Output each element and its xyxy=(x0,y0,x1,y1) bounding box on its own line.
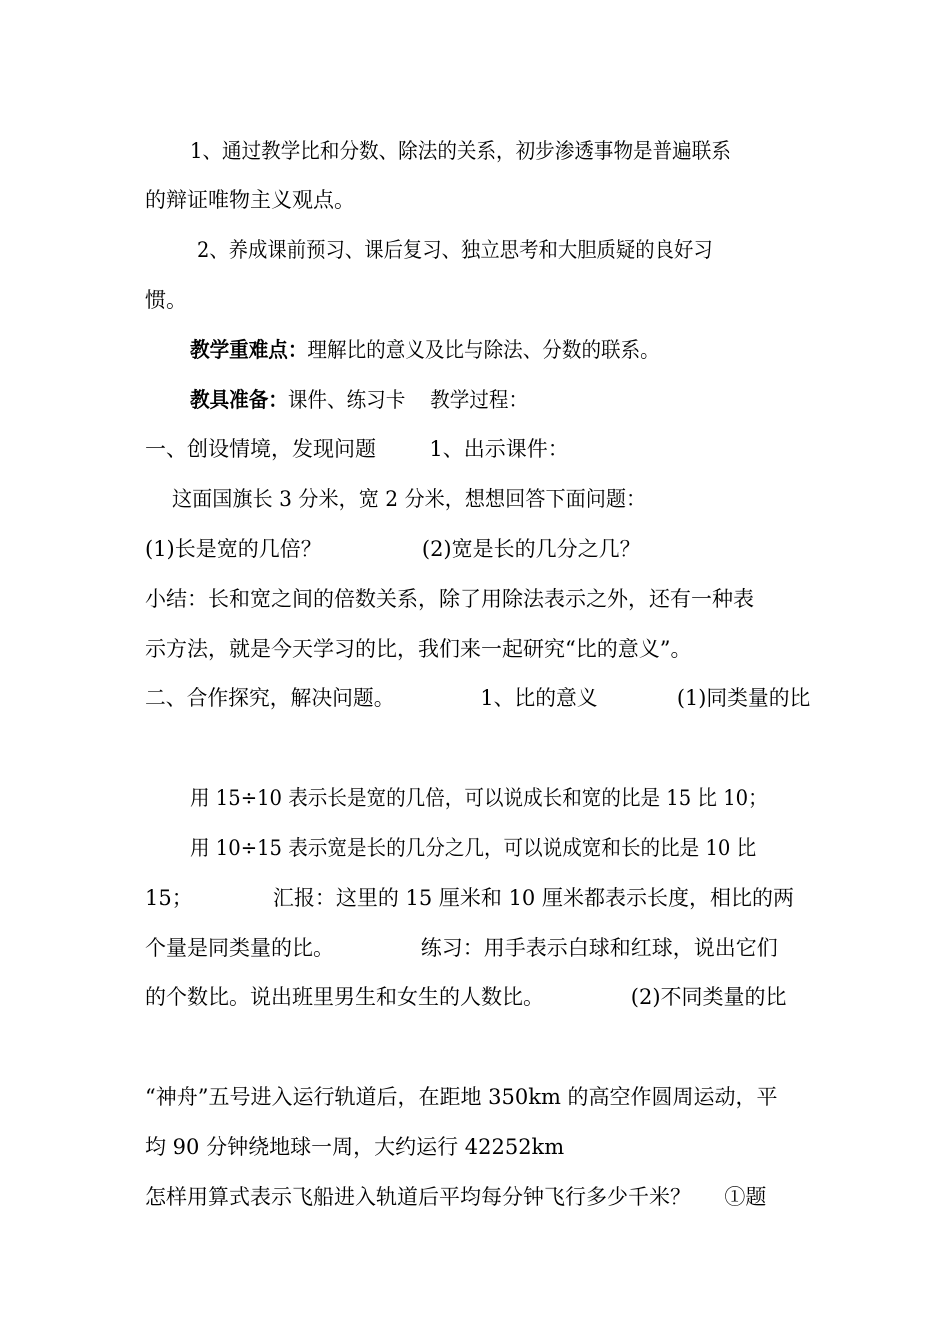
paragraph-line: 的辩证唯物主义观点。 xyxy=(145,188,355,212)
paragraph-line: 2、养成课前预习、课后复习、独立思考和大胆质疑的良好习 xyxy=(197,238,713,262)
section-label: 教具准备： xyxy=(190,387,288,412)
paragraph-line: 怎样用算式表示飞船进入轨道后平均每分钟飞行多少千米？ ①题 xyxy=(145,1185,767,1209)
paragraph-line: 1、通过教学比和分数、除法的关系，初步渗透事物是普遍联系 xyxy=(190,139,731,163)
paragraph-line: 15； 汇报：这里的 15 厘米和 10 厘米都表示长度，相比的两 xyxy=(145,886,794,910)
paragraph-line: 这面国旗长 3 分米，宽 2 分米，想想回答下面问题： xyxy=(172,487,647,511)
paragraph-line: 教具准备：课件、练习卡 教学过程： xyxy=(190,387,529,412)
paragraph-line: 用 10÷15 表示宽是长的几分之几，可以说成宽和长的比是 10 比 xyxy=(190,836,757,860)
paragraph-line: 个量是同类量的比。 练习：用手表示白球和红球，说出它们 xyxy=(145,936,778,960)
section-heading: 二、合作探究，解决问题。 1、比的意义 (1)同类量的比 xyxy=(145,686,811,710)
paragraph-line: “神舟”五号进入运行轨道后，在距地 350km 的高空作圆周运动，平 xyxy=(145,1085,778,1109)
paragraph-line: 均 90 分钟绕地球一周，大约运行 42252km xyxy=(145,1135,565,1159)
paragraph-line: 小结：长和宽之间的倍数关系，除了用除法表示之外，还有一种表 xyxy=(145,587,754,611)
paragraph-line: 用 15÷10 表示长是宽的几倍，可以说成长和宽的比是 15 比 10； xyxy=(190,786,768,810)
section-label: 教学重难点： xyxy=(190,337,308,362)
paragraph-line: (1)长是宽的几倍？ (2)宽是长的几分之几？ xyxy=(145,537,641,561)
paragraph-line: 惯。 xyxy=(145,288,187,312)
paragraph-line: 教学重难点：理解比的意义及比与除法、分数的联系。 xyxy=(190,337,660,362)
paragraph-line: 的个数比。说出班里男生和女生的人数比。 (2)不同类量的比 xyxy=(145,985,787,1009)
paragraph-line: 示方法，就是今天学习的比，我们来一起研究“比的意义”。 xyxy=(145,637,692,661)
section-heading: 一、创设情境，发现问题 1、出示课件： xyxy=(145,437,569,461)
